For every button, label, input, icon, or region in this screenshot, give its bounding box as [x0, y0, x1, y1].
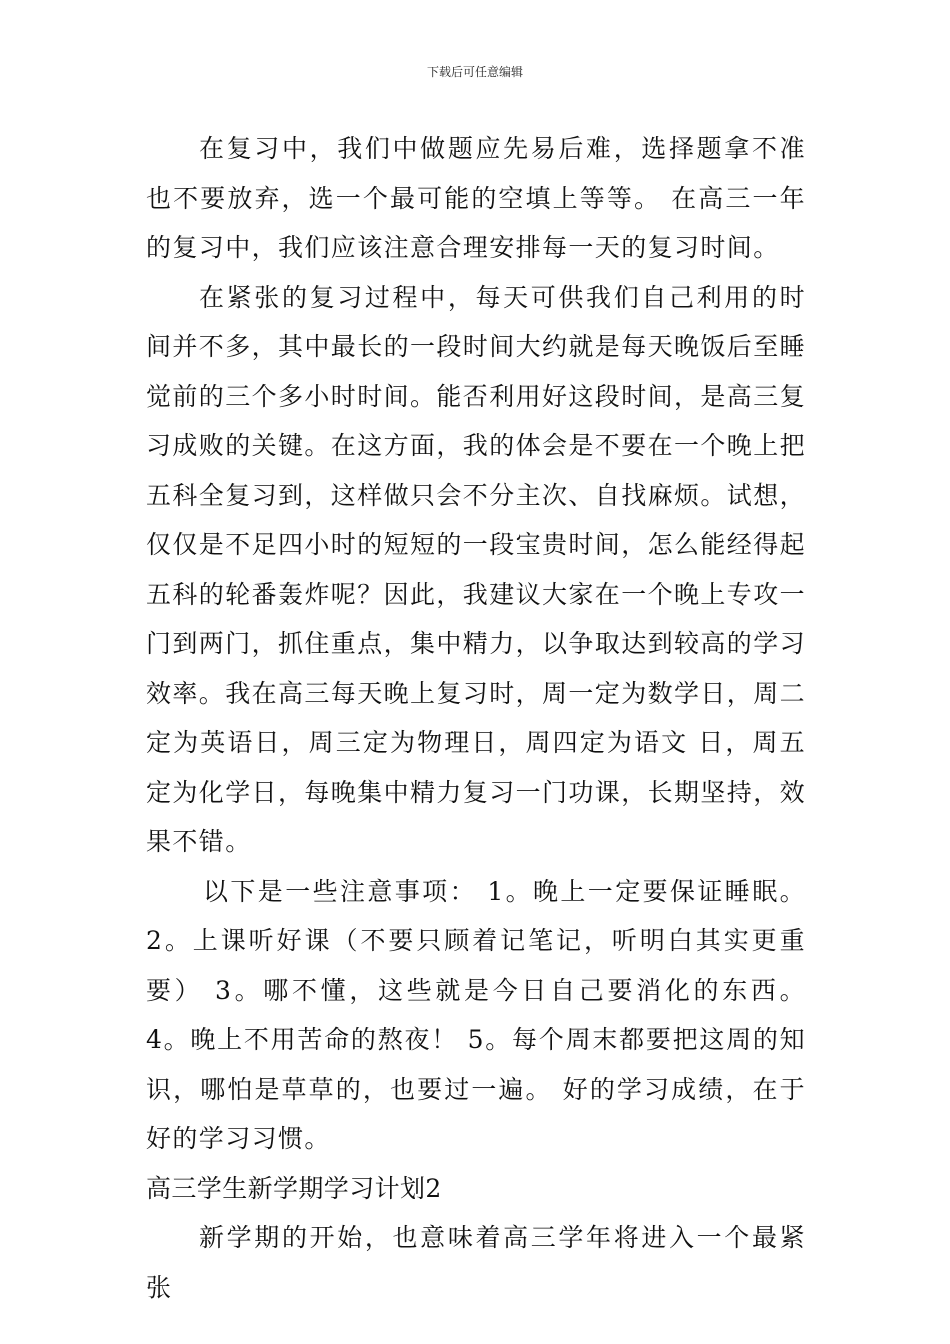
page-header: 下载后可任意编辑 [426, 65, 523, 79]
section-heading: 高三学生新学期学习计划2 [146, 1173, 442, 1203]
paragraph-evening-schedule: 在紧张的复习过程中，每天可供我们自己利用的时间并不多，其中最长的一段时间大约就是每天晚饭后至睡觉前的三个多小时时间。能否利用好这段时间，是高三复习成败的关键。在这方面，我的体会是不要在一个晚上把五科全复习到，这样做只会不分主次、自找麻烦。试想，仅仅是不足四小时的短短的一段宝贵时间，怎么能经得起五科的轮番轰炸呢？因此，我建议大家在一个晚上专攻一门到两门，抓住重点，集中精力，以争取达到较高的学习效率。我在高三每天晚上复习时，周一定为数学日，周二定为英语日，周三定为物理日，周四定为语文 日，周五定为化学日，每晚集中精力复习一门功课，长期坚持，效果不错。 [146, 282, 807, 856]
document-body [146, 124, 806, 1312]
paragraph-review-tips: 在复习中，我们中做题应先易后难，选择题拿不准也不要放弃，选一个最可能的空填上等等。 在高三一年的复习中，我们应该注意合理安排每一天的复习时间。 [146, 134, 806, 262]
paragraph-new-semester: 新学期的开始，也意味着高三学年将进入一个最紧张 [146, 1223, 806, 1302]
paragraph-notes: 以下是一些注意事项： 1。晚上一定要保证睡眠。 2。上课听好课（不要只顾着记笔记，听明白其实更重要） 3。哪不懂，这些就是今日自己要消化的东西。 4。晚上不用苦命的熬夜！ 5。每个周末都要把这周的知识，哪怕是草草的，也要过一遍。 好的学习成绩，在于好的学习习惯。 [146, 876, 806, 1153]
